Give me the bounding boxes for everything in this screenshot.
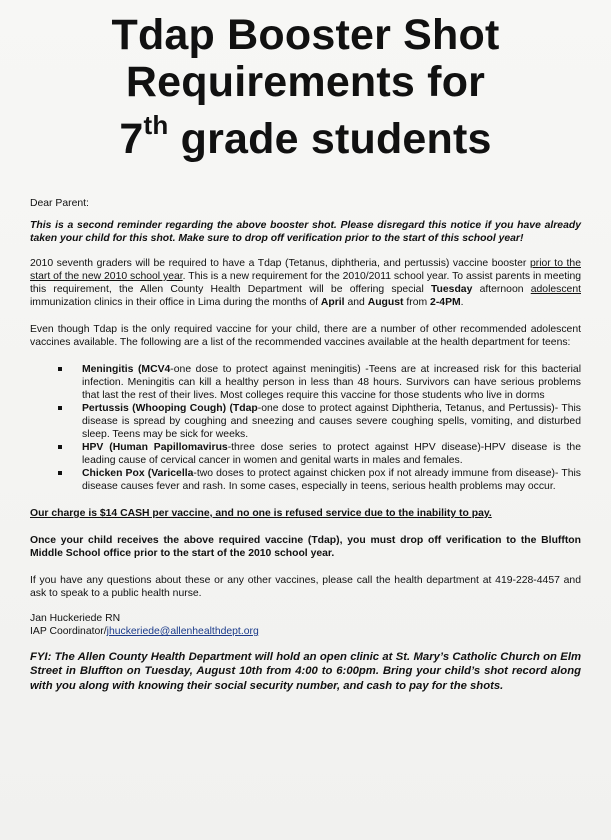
verification-paragraph: Once your child receives the above required vaccine (Tdap), you must drop off verification to the Bluffton Middle School office prior to the start of the 2010 school year. — [30, 535, 581, 559]
questions-paragraph: If you have any questions about these or any other vaccines, please call the health department at 419-228-4457 and ask to speak to a public health nurse. — [30, 575, 581, 599]
list-item-chicken-pox: Chicken Pox (Varicella-two doses to protect against chicken pox if not already immune from disease)- This disease causes fever and rash. In some cases, especially in teens, serious health problems may occur. — [82, 468, 581, 492]
list-item-pertussis: Pertussis (Whooping Cough) (Tdap-one dose to protect against Diphtheria, Tetanus, and Pertussis)- This disease is spread by coughing and sneezing and causes severe coughing spells, vomiting, and disturbed sleep. Teens may be sick for weeks. — [82, 403, 582, 440]
list-item-meningitis: Meningitis (MCV4-one dose to protect against meningitis) -Teens are at increased risk for this bacterial infection. Meningitis can kill a healthy person in less than 48 hours. Survivors can have serious problems that last the rest of their lives. Most colleges require this vaccine for those students who live in dorms — [82, 364, 582, 401]
recommended-vaccines-intro: Even though Tdap is the only required vaccine for your child, there are a number of other recommended adolescent vaccines available. The following are a list of the recommended vaccines available at the health department for teens: — [30, 324, 581, 348]
requirement-paragraph: 2010 seventh graders will be required to have a Tdap (Tetanus, diphtheria, and pertussis) vaccine booster prior to the start of the new 2010 school year. This is a new requirement for the 2010/2011 school year. To assist parents in meeting this requirement, the Allen County Health Department will be offering special Tuesday afternoon adolescent immunization clinics in their office in Lima during the months of April and August from 2-4PM. — [30, 258, 581, 308]
email-link[interactable]: jhuckeriede@allenhealthdept.org — [106, 626, 259, 637]
page-title — [0, 0, 611, 163]
reminder-notice: This is a second reminder regarding the above booster shot. Please disregard this notice if you have already taken your child for this shot. Make sure to drop off verification prior to the start of this school year! — [30, 220, 581, 244]
fyi-clinic-notice: FYI: The Allen County Health Department will hold an open clinic at St. Mary’s Catholic Church on Elm Street in Bluffton on Tuesday, August 10th from 4:00 to 6:00pm. Bring your child’s shot record along with you along with knowing their social security number, and cash to pay for the shots. — [30, 651, 581, 692]
charge-statement: Our charge is $14 CASH per vaccine, and no one is refused service due to the inability to pay. — [30, 508, 492, 519]
title-line-1: Tdap Booster Shot — [111, 11, 500, 59]
signature-name: Jan Huckeriede RN — [30, 613, 121, 624]
title-line-3: 7th grade students — [119, 110, 492, 164]
list-item-hpv: HPV (Human Papillomavirus-three dose series to protect against HPV disease)-HPV disease is the leading cause of cervical cancer in women and genital warts in males and females. — [82, 442, 581, 466]
title-line-2: Requirements for — [125, 58, 486, 106]
signature-role: IAP Coordinator/jhuckeriede@allenhealthdept.org — [30, 626, 259, 637]
vaccine-list — [30, 363, 581, 493]
greeting: Dear Parent: — [30, 198, 89, 209]
letter-body — [30, 197, 581, 693]
